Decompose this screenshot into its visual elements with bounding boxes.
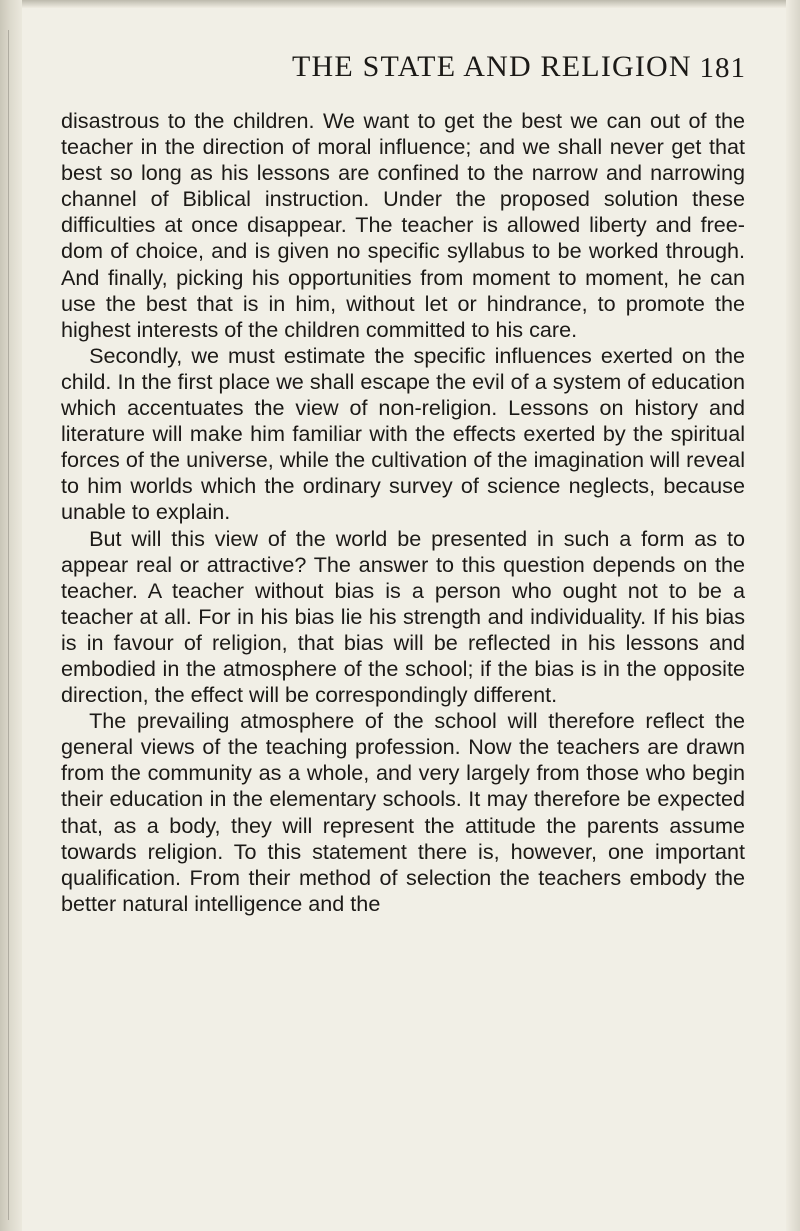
page-header	[292, 50, 746, 90]
page-right-edge	[786, 0, 800, 1231]
body-text	[61, 108, 745, 917]
paragraph: The prevailing atmosphere of the school will therefore reflect the general views of the teaching profession. Now the teachers are drawn from the community as a whole, and very largely from those who begin their education in the elementary schools. It may therefore be expected that, as a body, they will represent the attitude the parents assume towards religion. To this statement there is, however, one important qualification. From their method of selection the teachers embody the better natural intelligence and the	[61, 708, 745, 916]
page-number: 181	[699, 52, 746, 84]
page-top-shadow	[0, 0, 800, 8]
binding-line	[8, 30, 9, 1220]
paragraph: disastrous to the children. We want to get the best we can out of the teacher in the direction of moral influence; and we shall never get that best so long as his lessons are confined to the narrow and narrowing channel of Biblical instruction. Under the proposed solution these difficulties at once disappear. The teacher is allowed liberty and freedom of choice, and is given no specific syllabus to be worked through. And finally, picking his opportunities from moment to moment, he can use the best that is in him, without let or hindrance, to promote the highest interests of the children committed to his care.	[61, 108, 745, 342]
paragraph: Secondly, we must estimate the specific influences exerted on the child. In the first place we shall escape the evil of a system of education which accentuates the view of non-religion. Lessons on history and literature will make him familiar with the effects exerted by the spiritual forces of the universe, while the cultivation of the imagination will reveal to him worlds which the ordinary survey of science neglects, because unable to explain.	[61, 342, 745, 525]
running-title: THE STATE AND RELIGION	[292, 50, 692, 83]
binding-edge	[0, 0, 22, 1231]
paragraph: But will this view of the world be presented in such a form as to appear real or attractive? The answer to this question depends on the teacher. A teacher without bias is a person who ought not to be a teacher at all. For in his bias lie his strength and individuality. If his bias is in favour of religion, that bias will be reflected in his lessons and embodied in the atmosphere of the school; if the bias is in the opposite direction, the effect will be correspondingly different.	[61, 525, 745, 708]
